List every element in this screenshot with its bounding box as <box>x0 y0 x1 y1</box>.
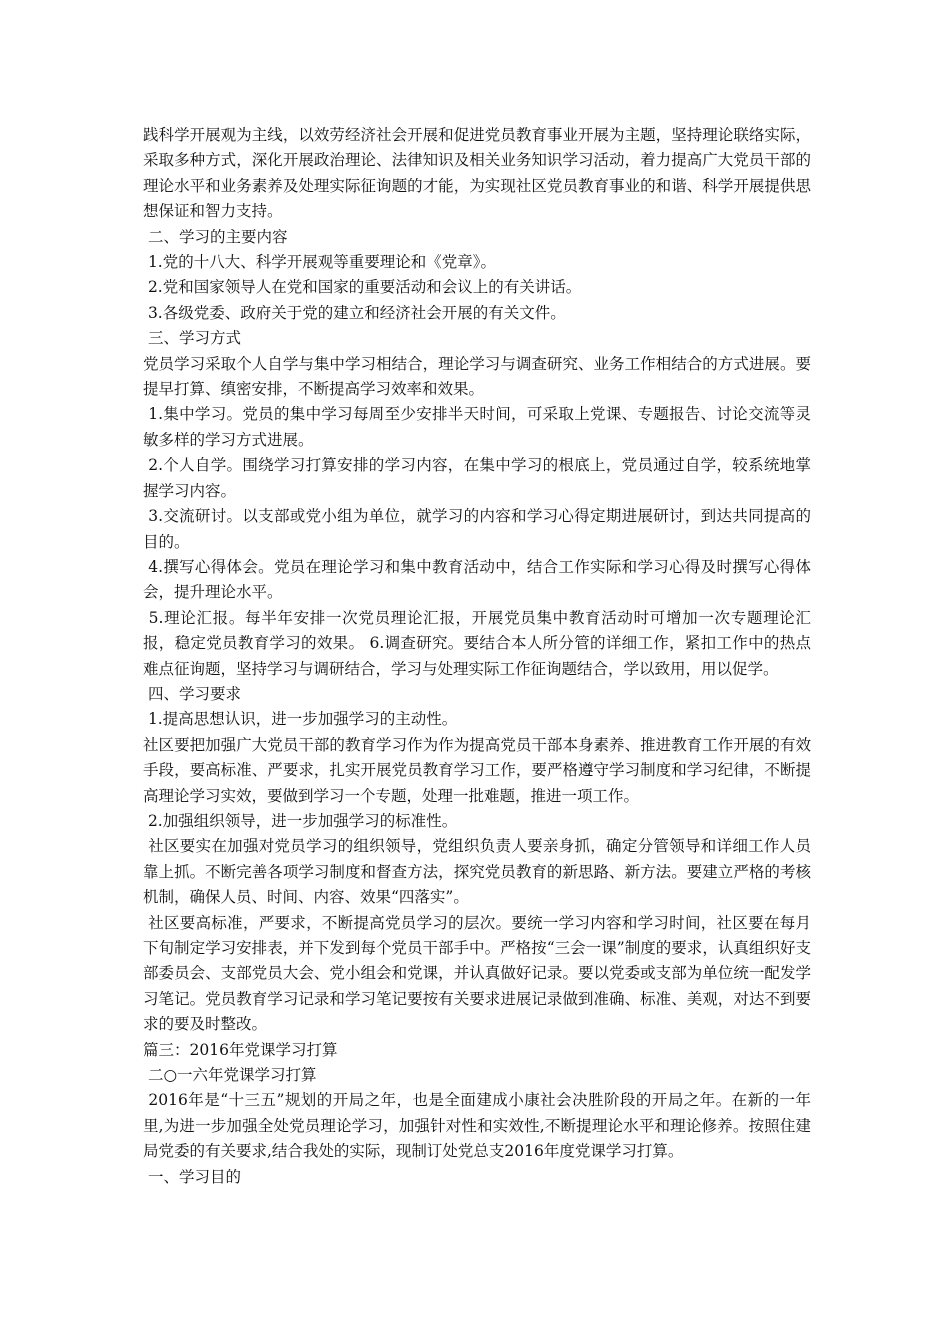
section-title: 篇三：2016年党课学习打算 <box>143 1040 338 1059</box>
paragraph: 党员学习采取个人自学与集中学习相结合，理论学习与调查研究、业务工作相结合的方式进展。要提早打算、缜密安排，不断提高学习效率和效果。 <box>143 354 811 399</box>
paragraph: 社区要把加强广大党员干部的教育学习作为作为提高党员干部本身素养、推进教育工作开展的有效手段，要高标准、严要求，扎实开展党员教育学习工作，要严格遵守学习制度和学习纪律，不断提高理论学习实效，要做到学习一个专题，处理一批难题，推进一项工作。 <box>143 735 811 805</box>
document-subtitle: 二○一六年党课学习打算 <box>143 1066 317 1085</box>
list-item: 4.撰写心得体会。党员在理论学习和集中教育活动中，结合工作实际和学习心得及时撰写心得体会，提升理论水平。 <box>143 557 811 602</box>
list-item: 1.提高思想认识，进一步加强学习的主动性。 <box>143 710 458 729</box>
list-item: 2.党和国家领导人在党和国家的重要活动和会议上的有关讲话。 <box>143 278 582 297</box>
paragraph: 社区要实在加强对党员学习的组织领导，党组织负责人要亲身抓，确定分管领导和详细工作人员靠上抓。不断完善各项学习制度和督查方法，探究党员教育的新思路、新方法。要建立严格的考核机制，确保人员、时间、内容、效果“四落实”。 <box>143 837 811 907</box>
list-item: 2.加强组织领导，进一步加强学习的标准性。 <box>143 811 458 830</box>
list-item: 1.集中学习。党员的集中学习每周至少安排半天时间，可采取上党课、专题报告、讨论交流等灵敏多样的学习方式进展。 <box>143 405 811 449</box>
paragraph: 2016年是“十三五”规划的开局之年，也是全面建成小康社会决胜阶段的开局之年。在新的一年里,为进一步加强全处党员理论学习，加强针对性和实效性,不断提理论水平和理论修养。按照住建局党委的有关要求,结合我处的实际，现制订处党总支2016年度党课学习打算。 <box>143 1091 811 1161</box>
list-item: 5.理论汇报。每半年安排一次党员理论汇报，开展党员集中教育活动时可增加一次专题理论汇报，稳定党员教育学习的效果。 6.调查研究。要结合本人所分管的详细工作，紧扣工作中的热点难点征询题，坚持学习与调研结合，学习与处理实际工作征询题结合，学以致用，用以促学。 <box>143 608 811 678</box>
list-item: 3.各级党委、政府关于党的建立和经济社会开展的有关文件。 <box>143 303 566 322</box>
paragraph: 社区要高标准，严要求，不断提高党员学习的层次。要统一学习内容和学习时间，社区要在每月下旬制定学习安排表，并下发到每个党员干部手中。严格按“三会一课”制度的要求，认真组织好支部委员会、支部党员大会、党小组会和党课，并认真做好记录。要以党委或支部为单位统一配发学习笔记。党员教育学习记录和学习笔记要按有关要求进展记录做到准确、标准、美观，对达不到要求的要及时整改。 <box>143 913 811 1034</box>
paragraph-intro-continuation: 践科学开展观为主线，以效劳经济社会开展和促进党员教育事业开展为主题，坚持理论联络实际，采取多种方式，深化开展政治理论、法律知识及相关业务知识学习活动，着力提高广大党员干部的理论水平和业务素养及处理实际征询题的才能，为实现社区党员教育事业的和谐、科学开展提供思想保证和智力支持。 <box>143 126 811 221</box>
document-body <box>143 123 811 1190</box>
list-item: 3.交流研讨。以支部或党小组为单位，就学习的内容和学习心得定期进展研讨，到达共同提高的目的。 <box>143 507 811 551</box>
heading-main-content: 二、学习的主要内容 <box>143 227 288 246</box>
list-item: 1.党的十八大、科学开展观等重要理论和《党章》。 <box>143 253 496 272</box>
heading-study-methods: 三、学习方式 <box>143 329 241 348</box>
list-item: 2.个人自学。围绕学习打算安排的学习内容，在集中学习的根底上，党员通过自学，较系统地掌握学习内容。 <box>143 456 811 500</box>
heading-study-purpose: 一、学习目的 <box>143 1167 241 1186</box>
heading-study-requirements: 四、学习要求 <box>143 684 241 703</box>
